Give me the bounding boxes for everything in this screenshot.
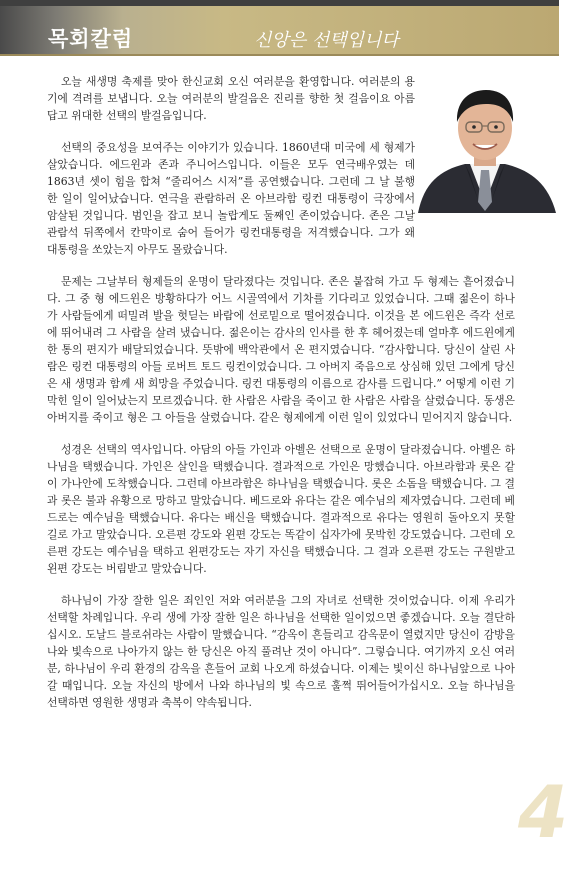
- column-header-banner: [0, 0, 559, 56]
- paragraph-5: 하나님이 가장 잘한 일은 죄인인 저와 여러분을 그의 자녀로 선택한 것이었습니다. 이제 우리가 선택할 차례입니다. 우리 생에 가장 잘한 일은 하나님을 선택한 일이었으면 좋겠습니다. 오늘 결단하십시오. 도날드 블로쉬라는 사람이 말했습니다. “감옥이 흔들리고 감옥문이 열렸지만 당신이 감방을 나와 빛속으로 나아가지 않는 한 당신은 아직 풀려난 것이 아니다”. 그렇습니다. 여기까지 오신 여러분, 하나님이 우리 환경의 감옥을 흔들어 교회 나오게 하셨습니다. 이제는 빛이신 하나님앞으로 나아갈 때입니다. 오늘 자신의 방에서 나와 하나님의 빛 속으로 훌쩍 뛰어들어가십시오. 오늘 하나님을 선택하면 영원한 생명과 축복이 약속됩니다.: [47, 594, 515, 709]
- paragraph-4: 성경은 선택의 역사입니다. 아담의 아들 가인과 아벨은 선택으로 운명이 달라졌습니다. 아벨은 하나님을 택했습니다. 가인은 살인을 택했습니다. 결과적으로 가인은 망했습니다. 아브라함과 롯은 같이 가나안에 도착했습니다. 그런데 아브라함은 하나님을 택했습니다. 롯은 소돔을 택했습니다. 그 결과 롯은 불과 유황으로 망하고 말았습니다. 베드로와 유다는 같은 예수님의 제자였습니다. 그런데 베드로는 예수님을 택했습니다. 유다는 배신을 택했습니다. 결과적으로 유다는 영원히 돌아오지 못할 길로 가고 말았습니다. 오른편 강도와 왼편 강도는 똑같이 십자가에 못박힌 강도였습니다. 그런데 오른편 강도는 예수님을 택하고 왼편강도는 자기 자신을 택했습니다. 그 결과 오른편 강도는 구원받고 왼편 강도는 버림받고 말았습니다.: [47, 443, 515, 575]
- paragraph-3: 문제는 그날부터 형제들의 운명이 달라졌다는 것입니다. 존은 붙잡혀 가고 두 형제는 흩어졌습니다. 그 중 형 에드윈은 방황하다가 어느 시골역에서 기차를 기다리고 있었습니다. 그때 젊은이 하나가 사람들에게 떠밀려 발을 헛딛는 바람에 선로밑으로 떨어졌습니다. 이것을 본 에드윈은 즉각 선로에 뛰어내려 그 사람을 살려 냈습니다. 젊은이는 감사의 인사를 한 후 헤어졌는데 얼마후 에드윈에게 한 통의 편지가 배달되었습니다. 뜻밖에 백악관에서 온 편지였습니다. “감사합니다. 당신이 살린 사람은 링컨 대통령의 아들 로버트 토드 링컨이었습니다. 그 아버지 죽음으로 상심해 있던 그에게 당신은 새 생명과 함께 새 희망을 주었습니다. 링컨 대통령의 이름으로 감사를 드립니다.” 어떻게 이런 기막힌 일이 일어났는지 모르겠습니다. 한 사람은 사람을 죽이고 한 사람은 사람을 살렸습니다. 동생은 아버지를 죽이고 형은 그 아들을 살렸습니다. 같은 형제에게 이런 일이 있었다니 믿어지지 않습니다.: [47, 275, 515, 424]
- column-title: 목회칼럼: [48, 27, 134, 51]
- paragraph-2: 선택의 중요성을 보여주는 이야기가 있습니다. 1860년대 미국에 세 형제가 살았습니다. 에드윈과 존과 주니어스입니다. 이들은 모두 연극배우였는 데 1863년 셋이 힘을 합쳐 “줄리어스 시저”를 공연했습니다. 그런데 그 날 불행한 일이 일어났습니다. 연극을 관람하러 온 아브라함 링컨 대통령이 극장에서 암살된 것입니다. 범인을 잡고 보니 놀랍게도 둘째인 존이었습니다. 존은 그날 관람석 뒤쪽에서 칸막이로 숨어 들어가 링컨대통령을 저격했습니다. 그가 왜 대통령을 쏘았는지 아무도 몰랐습니다.: [47, 141, 415, 256]
- column-body: [47, 73, 515, 726]
- page-number: 4: [518, 770, 568, 854]
- paragraph-1: 오늘 새생명 축제를 맞아 한신교회 오신 여러분을 환영합니다. 여러분의 용기에 격려를 보냅니다. 오늘 여러분의 발걸음은 진리를 향한 첫 걸음이요 아름답고 위대한 선택의 발걸음입니다.: [47, 75, 415, 122]
- column-subtitle: 신앙은 선택입니다: [254, 30, 399, 51]
